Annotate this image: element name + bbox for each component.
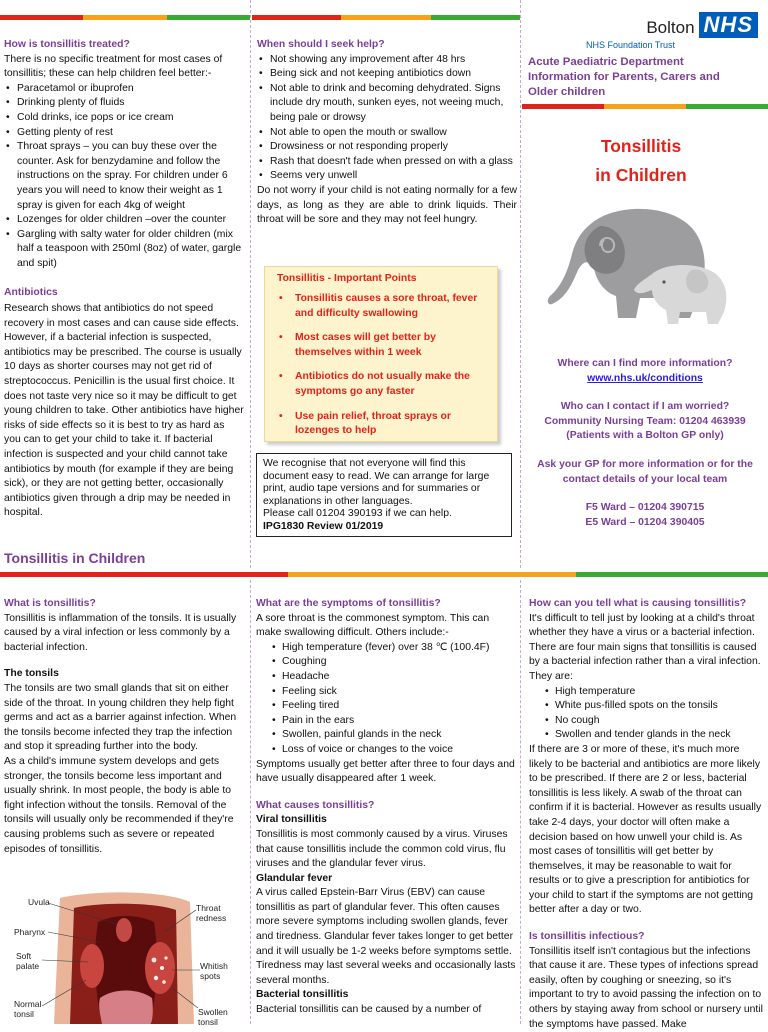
seek-help-note: Do not worry if your child is not eating normally for a few days, as long as they are able to drink liquids. Their throat will be sore and they may not feel hungry. — [257, 184, 517, 226]
seek-help-item: • Not able to drink and becoming dehydrated. Signs include dry mouth, sunken eyes, not weeing much, being pale or drowsy — [257, 82, 517, 126]
symptoms-panel — [256, 597, 516, 1018]
important-point: • Antibiotics do not usually make the symptoms go any faster — [277, 370, 485, 399]
what-is-panel — [4, 597, 242, 857]
seek-help-item: • Not showing any improvement after 48 hrs — [257, 53, 517, 68]
important-points-box — [264, 266, 498, 442]
ward-e5: E5 Ward – 01204 390405 — [585, 516, 705, 528]
sign-item: • No cough — [529, 714, 765, 729]
what-is-heading: What is tonsillitis? — [4, 598, 96, 609]
sign-item: • White pus-filled spots on the tonsils — [529, 699, 765, 714]
logo-trust: NHS Foundation Trust — [586, 40, 676, 50]
department-text: Acute Paediatric Department Information for Parents, Carers and Older children — [528, 56, 720, 98]
symptoms-intro: A sore throat is the commonest symptom. This can make swallowing difficult. Others include:- — [256, 612, 490, 639]
treatment-item: • Gargling with salty water for older children (mix half a teaspoon with 250ml (8oz) of water, gargle and spit) — [4, 228, 244, 272]
nhs-badge: NHS — [699, 12, 758, 38]
treatment-list — [4, 82, 244, 272]
symptom-item: • High temperature (fever) over 38 ℃ (100.4F) — [256, 641, 516, 656]
bacterial-heading: Bacterial tonsillitis — [256, 989, 349, 1001]
sign-item: • High temperature — [529, 685, 765, 700]
viral-heading: Viral tonsillitis — [256, 814, 327, 826]
seek-help-item: • Seems very unwell — [257, 169, 517, 184]
title-color-strip — [522, 104, 768, 109]
more-info-question: Where can I find more information? — [557, 358, 733, 369]
throat-diagram — [4, 888, 244, 1027]
antibiotics-text: Research shows that antibiotics do not speed recovery in most cases and can cause side effects. However, if a bacterial infection is suspected, antibiotics may be prescribed. The course is usually 10 days as shorter courses may not get rid of streptococcus. Penicillin is the usual first choice. It does not taste very nice so it may be difficult to get young children to take. Other antibiotics have higher risks of side effects so it is best to try as hard as you can to get your child to take it. If bacterial infection is suspected and your child cannot take antibiotics by mouth (for example if they are being sick), or they are not getting better, occasionally antibiotics given through a drip may be needed in hospital. — [4, 303, 244, 519]
ask-gp: Ask your GP for more information or for the contact details of your local team — [537, 458, 753, 485]
label-pharynx: Pharynx — [14, 927, 46, 937]
symptom-item: • Feeling sick — [256, 685, 516, 700]
label-soft-palate: Soft palate — [16, 951, 40, 971]
contact-question: Who can I contact if I am worried? — [560, 401, 730, 413]
contact-section — [526, 357, 764, 530]
treatment-item: • Cold drinks, ice pops or ice cream — [4, 111, 244, 126]
seek-help-list — [257, 53, 517, 184]
label-swollen-tonsil: Swollen tonsil — [198, 1007, 228, 1027]
cause-text: If there are 3 or more of these, it's much more likely to be bacterial and antibiotics are more likely to be prescribed. If there are 2 or less, bacterial tonsillitis is less likely. A swab of the throat can confirm if it is bacterial. However as results usually take 2-4 days, your doctor will often make a decision based on how unwell your child is. As most cases of tonsillitis will get better by themselves, it may be reasonable to wait for results or to give a prescription for antibiotics for your child to start if the symptoms are not getting better after a day or two. — [529, 743, 762, 916]
column-divider — [520, 580, 521, 1024]
top-color-strip-left — [0, 15, 250, 20]
tonsils-text-2: As a child's immune system develops and gets stronger, the tonsils become less important and usually shrink. In most people, the body is able to fight infection without the tonsils. Removal of the tonsils will usually only be recommended if they're causing problems such as severe or repeated episodes of tonsillitis. — [4, 755, 234, 855]
important-points-title: Tonsillitis - Important Points — [277, 273, 417, 284]
column-divider — [250, 0, 251, 568]
symptom-item: • Coughing — [256, 655, 516, 670]
sign-item: • Swollen and tender glands in the neck — [529, 728, 765, 743]
seek-help-item: • Rash that doesn't fade when pressed on with a glass — [257, 155, 517, 170]
label-normal-tonsil: Normal tonsil — [14, 999, 42, 1019]
middle-color-strip — [0, 572, 768, 577]
contact-team: Community Nursing Team: 01204 463939 — [544, 415, 746, 427]
title-line-1: Tonsillitis — [600, 136, 682, 156]
symptoms-list — [256, 641, 516, 758]
ward-f5: F5 Ward – 01204 390715 — [585, 502, 705, 514]
important-points-list — [277, 292, 485, 439]
tonsils-text: The tonsils are two small glands that sit on either side of the throat. In young children they help fight germs and act as a barrier against infection. When the tonsils become infected they trap the infection and stop it spreading further into the body. — [4, 682, 237, 753]
treatment-heading: How is tonsillitis treated? — [4, 39, 130, 50]
top-color-strip-middle — [252, 15, 520, 20]
symptoms-heading: What are the symptoms of tonsillitis? — [256, 598, 441, 609]
review-code: IPG1830 Review 01/2019 — [263, 520, 384, 532]
symptom-item: • Feeling tired — [256, 699, 516, 714]
more-info-link[interactable]: www.nhs.uk/conditions — [587, 372, 703, 384]
glandular-text: A virus called Epstein-Barr Virus (EBV) can cause tonsillitis as part of glandular fever. This often causes more severe symptoms including swollen glands, fever and tiredness. Glandular fever takes longer to get better and it will usually be 1-2 weeks before symptoms settle. Tiredness may last several weeks and occasionally lasts several months. — [256, 887, 516, 986]
accessibility-box — [256, 453, 512, 537]
cause-intro: It's difficult to tell just by looking at a child's throat whether they have a virus or a bacterial infection. There are four main signs that tonsillitis is caused by a bacterial infection rather than a viral infection. They are: — [529, 612, 761, 682]
bacterial-text: Bacterial tonsillitis can be caused by a number of — [256, 1004, 482, 1016]
seek-help-item: • Being sick and not keeping antibiotics down — [257, 67, 517, 82]
seek-help-heading: When should I seek help? — [257, 39, 385, 50]
symptom-item: • Headache — [256, 670, 516, 685]
glandular-heading: Glandular fever — [256, 872, 333, 884]
column-divider — [250, 580, 251, 1024]
infectious-text: Tonsillitis itself isn't contagious but the infections that cause it are. These types of infections spread easily, often by coughing or sneezing, so it's important to try to avoid passing the infection on to others by staying away from school or nursery until the symptoms have passed. Make — [529, 945, 763, 1030]
label-whitish-spots: Whitish spots — [200, 961, 228, 981]
label-uvula: Uvula — [28, 897, 50, 907]
symptom-item: • Loss of voice or changes to the voice — [256, 743, 516, 758]
title-line-2: in Children — [595, 165, 687, 185]
treatment-intro: There is no specific treatment for most cases of tonsillitis; these can help children feel better:- — [4, 53, 223, 80]
seek-help-item: • Not able to open the mouth or swallow — [257, 126, 517, 141]
cause-heading: How can you tell what is causing tonsillitis? — [529, 598, 747, 609]
accessibility-text: We recognise that not everyone will find this document easy to read. We can arrange for large print, audio tape versions and for summaries or explanations in other languages. — [263, 458, 490, 507]
infectious-heading: Is tonsillitis infectious? — [529, 931, 645, 943]
treatment-item: • Paracetamol or ibuprofen — [4, 82, 244, 97]
cause-panel — [529, 597, 765, 1032]
important-point: • Use pain relief, throat sprays or lozenges to help — [277, 410, 485, 439]
back-title: Tonsillitis in Children — [4, 550, 146, 566]
signs-list — [529, 685, 765, 743]
accessibility-call: Please call 01204 390193 if we can help. — [263, 508, 452, 520]
seek-help-item: • Drowsiness or not responding properly — [257, 140, 517, 155]
symptoms-note: Symptoms usually get better after three to four days and have usually disappeared after 1 week. — [256, 758, 515, 785]
treatment-item: • Lozenges for older children –over the counter — [4, 213, 244, 228]
important-point: • Most cases will get better by themselves within 1 week — [277, 331, 485, 360]
causes-heading: What causes tonsillitis? — [256, 799, 375, 811]
what-is-text: Tonsillitis is inflammation of the tonsils. It is usually caused by a viral infection or less commonly by a bacterial infection. — [4, 612, 237, 653]
contact-gp: (Patients with a Bolton GP only) — [566, 430, 724, 442]
tonsils-heading: The tonsils — [4, 668, 59, 680]
label-throat-redness: Throat redness — [196, 903, 227, 923]
column-divider — [520, 0, 521, 568]
seek-help-panel — [257, 38, 517, 228]
symptom-item: • Pain in the ears — [256, 714, 516, 729]
elephant-illustration — [540, 200, 740, 330]
logo-word: Bolton — [646, 17, 695, 37]
important-point: • Tonsillitis causes a sore throat, fever and difficulty swallowing — [277, 292, 485, 321]
symptom-item: • Swollen, painful glands in the neck — [256, 728, 516, 743]
viral-text: Tonsillitis is most commonly caused by a virus. Viruses that cause tonsillitis include the common cold virus, flu viruses and the glandular fever virus. — [256, 828, 508, 870]
treatment-item: • Drinking plenty of fluids — [4, 96, 244, 111]
antibiotics-heading: Antibiotics — [4, 286, 58, 298]
treatment-item: • Throat sprays – you can buy these over the counter. Ask for benzydamine and follow the instructions on the spray. For children under 6 years you will need to know their weight as 1 spray is given for each 4kg of weight — [4, 140, 244, 213]
treatment-panel — [4, 38, 244, 521]
treatment-item: • Getting plenty of rest — [4, 126, 244, 141]
leaflet-title — [528, 132, 754, 190]
nhs-logo — [586, 12, 758, 50]
